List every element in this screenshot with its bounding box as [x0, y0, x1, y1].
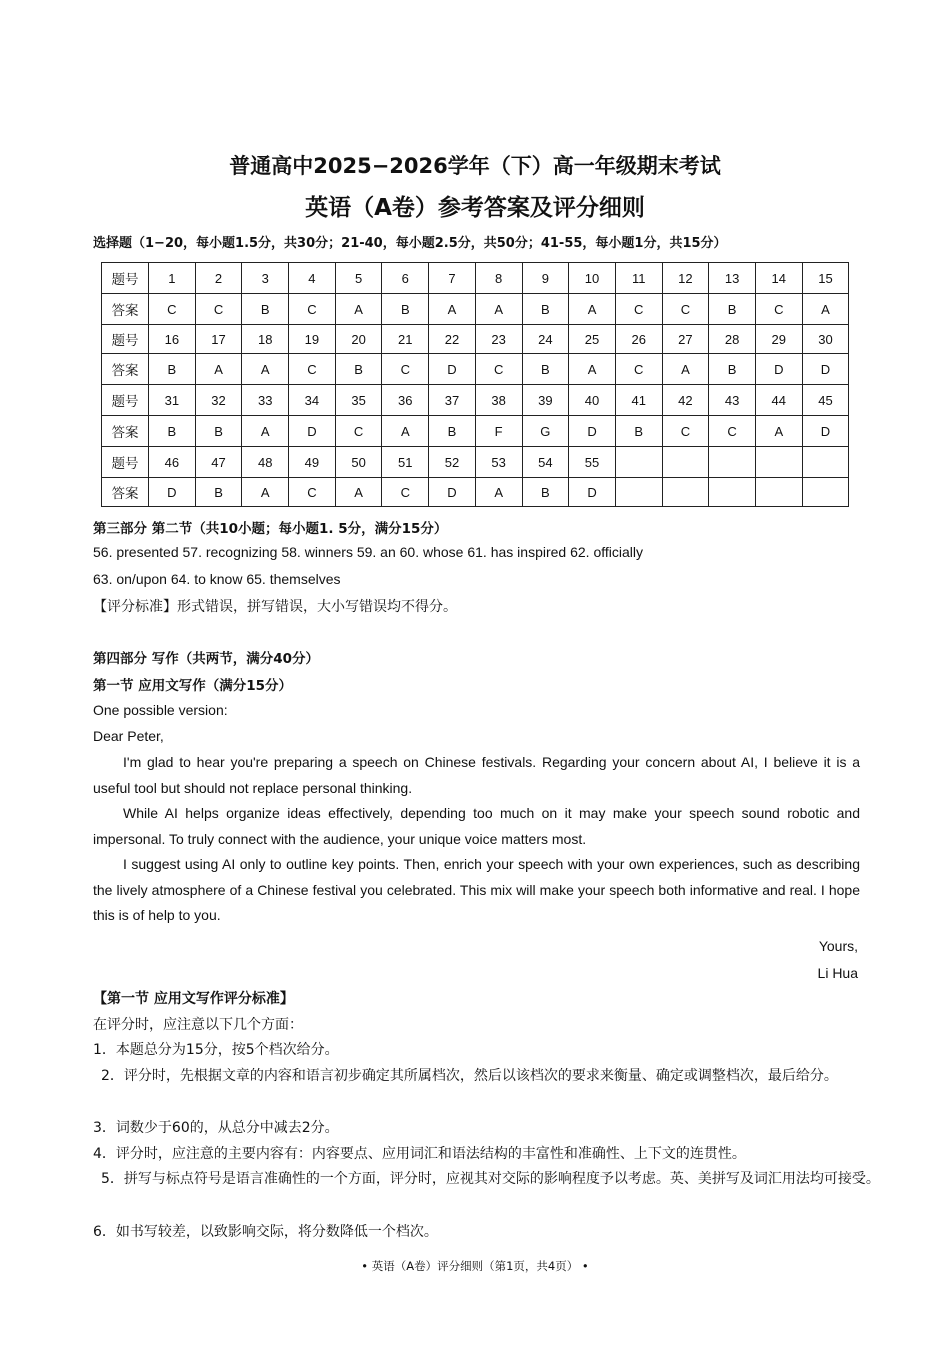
answer-cell: B — [242, 294, 289, 325]
answer-cell: B — [615, 416, 662, 447]
question-number-cell: 34 — [289, 385, 336, 416]
question-label-cell: 题号 — [102, 385, 149, 416]
answer-cell: D — [429, 478, 476, 507]
answer-cell: A — [242, 478, 289, 507]
criteria-item-2: 2．评分时，先根据文章的内容和语言初步确定其所属档次，然后以该档次的要求来衡量、确定或调整档次，最后给分。 — [101, 1068, 838, 1084]
answer-cell: C — [289, 354, 336, 385]
question-number-cell: 7 — [429, 263, 476, 294]
answer-label-cell: 答案 — [102, 294, 149, 325]
question-label-cell: 题号 — [102, 325, 149, 354]
answer-cell: A — [195, 354, 242, 385]
question-number-cell: 6 — [382, 263, 429, 294]
answer-cell: A — [382, 416, 429, 447]
question-number-cell: 5 — [335, 263, 382, 294]
question-number-cell: 30 — [802, 325, 849, 354]
question-number-cell: 15 — [802, 263, 849, 294]
question-number-cell: 16 — [149, 325, 196, 354]
answer-cell: C — [382, 354, 429, 385]
answer-cell: D — [802, 354, 849, 385]
answer-cell: C — [755, 294, 802, 325]
question-number-row — [102, 325, 849, 354]
answer-row — [102, 354, 849, 385]
answer-cell: C — [709, 416, 756, 447]
answer-cell: D — [569, 416, 616, 447]
part3-answers-line2: 63. on/upon 64. to know 65. themselves — [93, 571, 341, 587]
letter-paragraph-2: While AI helps organize ideas effectively, depending too much on it may make your speech sound robotic and impersonal. To truly connect with the audience, your unique voice matters most. — [93, 805, 860, 847]
answer-cell: D — [802, 416, 849, 447]
question-number-cell: 36 — [382, 385, 429, 416]
question-number-cell: 41 — [615, 385, 662, 416]
answer-cell: C — [382, 478, 429, 507]
answer-cell: C — [195, 294, 242, 325]
answer-label-cell: 答案 — [102, 478, 149, 507]
question-number-cell: 17 — [195, 325, 242, 354]
answer-cell: D — [755, 354, 802, 385]
answer-label-cell: 答案 — [102, 416, 149, 447]
answer-cell — [662, 478, 709, 507]
question-number-cell: 46 — [149, 447, 196, 478]
answer-cell — [755, 478, 802, 507]
answer-row — [102, 416, 849, 447]
question-number-cell — [755, 447, 802, 478]
question-number-cell — [662, 447, 709, 478]
answer-cell: A — [569, 294, 616, 325]
question-number-cell: 39 — [522, 385, 569, 416]
answer-cell: C — [289, 478, 336, 507]
question-number-cell: 4 — [289, 263, 336, 294]
criteria-item-1: 1．本题总分为15分，按5个档次给分。 — [93, 1042, 339, 1058]
question-number-cell: 22 — [429, 325, 476, 354]
question-number-cell: 42 — [662, 385, 709, 416]
criteria-item-6: 6．如书写较差，以致影响交际，将分数降低一个档次。 — [93, 1224, 438, 1240]
letter-paragraph-3: I suggest using AI only to outline key points. Then, enrich your speech with your own experiences, such as describing the lively atmosphere of a Chinese festival you celebrated. This mix will make your speech both informative and real. I hope this is of help to you. — [93, 856, 860, 923]
page-footer: • 英语（A卷）评分细则（第1页，共4页） • — [361, 1259, 589, 1273]
question-number-row — [102, 263, 849, 294]
answer-table — [101, 262, 849, 507]
answer-cell: B — [195, 416, 242, 447]
question-number-cell: 9 — [522, 263, 569, 294]
criteria-item-3: 3．词数少于60的，从总分中减去2分。 — [93, 1120, 339, 1136]
answer-cell: D — [429, 354, 476, 385]
question-number-cell: 50 — [335, 447, 382, 478]
question-number-cell: 28 — [709, 325, 756, 354]
question-number-cell: 3 — [242, 263, 289, 294]
question-number-cell: 20 — [335, 325, 382, 354]
question-number-cell: 53 — [475, 447, 522, 478]
part3-rule: 【评分标准】形式错误，拼写错误，大小写错误均不得分。 — [93, 599, 457, 615]
question-number-cell: 44 — [755, 385, 802, 416]
question-number-cell: 1 — [149, 263, 196, 294]
question-number-cell — [709, 447, 756, 478]
document-title: 英语（A卷）参考答案及评分细则 — [305, 195, 645, 221]
part3-answers-line1: 56. presented 57. recognizing 58. winners 59. an 60. whose 61. has inspired 62. officially — [93, 544, 643, 560]
question-number-cell: 43 — [709, 385, 756, 416]
question-number-cell: 26 — [615, 325, 662, 354]
question-number-cell: 55 — [569, 447, 616, 478]
answer-cell: B — [709, 354, 756, 385]
question-number-cell: 35 — [335, 385, 382, 416]
criteria-intro: 在评分时，应注意以下几个方面： — [93, 1017, 303, 1033]
question-number-cell: 37 — [429, 385, 476, 416]
question-label-cell: 题号 — [102, 447, 149, 478]
answer-cell: B — [522, 478, 569, 507]
question-number-cell: 11 — [615, 263, 662, 294]
answer-cell: C — [615, 294, 662, 325]
question-number-cell: 48 — [242, 447, 289, 478]
answer-cell: B — [522, 354, 569, 385]
question-number-cell: 27 — [662, 325, 709, 354]
question-number-cell: 13 — [709, 263, 756, 294]
question-number-cell: 32 — [195, 385, 242, 416]
answer-cell: F — [475, 416, 522, 447]
question-number-row — [102, 447, 849, 478]
criteria-item-5: 5．拼写与标点符号是语言准确性的一个方面，评分时，应视其对交际的影响程度予以考虑。英、美拼写及词汇用法均可接受。 — [101, 1171, 880, 1187]
question-number-cell: 19 — [289, 325, 336, 354]
letter-closing: Yours, — [818, 938, 858, 954]
answer-cell — [709, 478, 756, 507]
question-number-cell: 40 — [569, 385, 616, 416]
question-number-cell: 52 — [429, 447, 476, 478]
answer-label-cell: 答案 — [102, 354, 149, 385]
answer-row — [102, 294, 849, 325]
answer-cell: A — [662, 354, 709, 385]
answer-cell: C — [662, 294, 709, 325]
question-number-cell: 2 — [195, 263, 242, 294]
answer-cell: D — [569, 478, 616, 507]
answer-cell: B — [149, 416, 196, 447]
question-number-cell: 25 — [569, 325, 616, 354]
question-number-cell: 29 — [755, 325, 802, 354]
answer-cell: B — [382, 294, 429, 325]
letter-signature: Li Hua — [817, 965, 858, 981]
part3-heading: 第三部分 第二节（共10小题；每小题1. 5分，满分15分） — [93, 521, 448, 537]
answer-cell: B — [709, 294, 756, 325]
criteria-heading: 【第一节 应用文写作评分标准】 — [93, 991, 294, 1007]
answer-cell: D — [149, 478, 196, 507]
question-number-cell: 31 — [149, 385, 196, 416]
answer-cell: A — [475, 294, 522, 325]
question-number-cell: 47 — [195, 447, 242, 478]
answer-cell: C — [335, 416, 382, 447]
question-number-cell — [615, 447, 662, 478]
answer-cell: C — [475, 354, 522, 385]
answer-cell: B — [429, 416, 476, 447]
question-number-row — [102, 385, 849, 416]
mcq-scoring-header: 选择题（1−20，每小题1.5分，共30分；21-40，每小题2.5分，共50分；41-55，每小题1分，共15分） — [93, 236, 727, 251]
letter-greeting: Dear Peter, — [93, 728, 164, 744]
part4-heading: 第四部分 写作（共两节，满分40分） — [93, 651, 319, 667]
question-number-cell — [802, 447, 849, 478]
question-number-cell: 23 — [475, 325, 522, 354]
answer-cell: G — [522, 416, 569, 447]
question-number-cell: 21 — [382, 325, 429, 354]
version-label: One possible version: — [93, 702, 228, 718]
part4-section1-heading: 第一节 应用文写作（满分15分） — [93, 678, 292, 694]
question-number-cell: 18 — [242, 325, 289, 354]
question-number-cell: 8 — [475, 263, 522, 294]
question-number-cell: 24 — [522, 325, 569, 354]
question-number-cell: 49 — [289, 447, 336, 478]
answer-cell: A — [802, 294, 849, 325]
question-number-cell: 38 — [475, 385, 522, 416]
question-number-cell: 14 — [755, 263, 802, 294]
answer-cell — [802, 478, 849, 507]
answer-cell: C — [149, 294, 196, 325]
answer-cell: A — [335, 478, 382, 507]
answer-row — [102, 478, 849, 507]
answer-cell: C — [289, 294, 336, 325]
answer-cell: A — [755, 416, 802, 447]
answer-cell: A — [335, 294, 382, 325]
question-label-cell: 题号 — [102, 263, 149, 294]
answer-cell: A — [429, 294, 476, 325]
question-number-cell: 10 — [569, 263, 616, 294]
answer-cell: D — [289, 416, 336, 447]
answer-cell: C — [662, 416, 709, 447]
answer-cell: B — [195, 478, 242, 507]
question-number-cell: 12 — [662, 263, 709, 294]
exam-title: 普通高中2025−2026学年（下）高一年级期末考试 — [229, 154, 721, 178]
answer-cell: B — [335, 354, 382, 385]
answer-cell: C — [615, 354, 662, 385]
question-number-cell: 33 — [242, 385, 289, 416]
answer-cell: A — [475, 478, 522, 507]
question-number-cell: 45 — [802, 385, 849, 416]
answer-cell: B — [522, 294, 569, 325]
answer-cell: B — [149, 354, 196, 385]
question-number-cell: 51 — [382, 447, 429, 478]
answer-cell: A — [242, 416, 289, 447]
question-number-cell: 54 — [522, 447, 569, 478]
answer-cell — [615, 478, 662, 507]
criteria-item-4: 4．评分时，应注意的主要内容有：内容要点、应用词汇和语法结构的丰富性和准确性、上下文的连贯性。 — [93, 1146, 746, 1162]
letter-paragraph-1: I'm glad to hear you're preparing a speech on Chinese festivals. Regarding your concern about AI, I believe it is a useful tool but should not replace personal thinking. — [93, 754, 860, 796]
answer-cell: A — [569, 354, 616, 385]
answer-cell: A — [242, 354, 289, 385]
